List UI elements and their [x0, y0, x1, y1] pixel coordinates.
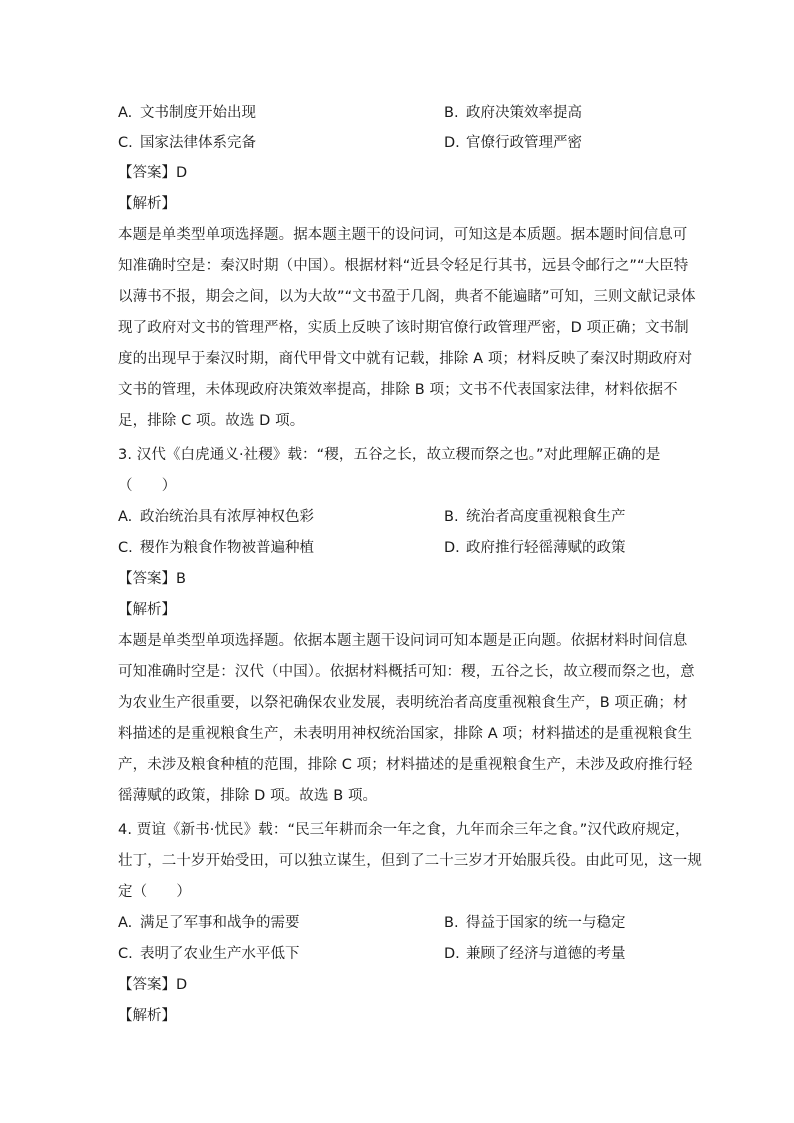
q2-analysis-line: 本题是单类型单项选择题。据本题主题干的设问词，可知这是本质题。据本题时间信息可	[118, 227, 688, 243]
option-text: 得益于国家的统一与稳定	[466, 915, 626, 931]
q4-stem-line: 定（ ）	[118, 884, 191, 900]
q4-stem-line: 4. 贾谊《新书·忧民》载：“民三年耕而余一年之食，九年而余三年之食。”汉代政府规定，	[118, 822, 690, 838]
option-letter: B.	[444, 105, 459, 121]
option-text: 政府决策效率提高	[466, 105, 582, 121]
option-letter: C.	[118, 540, 133, 556]
q3-analysis-line: 徭薄赋的政策，排除 D 项。故选 B 项。	[118, 788, 378, 804]
q3-option-d	[444, 538, 626, 558]
q3-analysis-line: 可知准确时空是：汉代（中国）。依据材料概括可知：稷，五谷之长，故立稷而祭之也，意	[118, 664, 695, 680]
option-text: 满足了军事和战争的需要	[140, 915, 300, 931]
q2-analysis-line: 现了政府对文书的管理严格，实质上反映了该时期官僚行政管理严密，D 项正确；文书制	[118, 320, 689, 336]
option-letter: B.	[444, 509, 459, 525]
option-text: 兼顾了经济与道德的考量	[466, 946, 626, 962]
option-letter: D.	[444, 946, 460, 962]
q3-option-b	[444, 507, 626, 527]
q3-analysis-line: 为农业生产很重要，以祭祀确保农业发展，表明统治者高度重视粮食生产，B 项正确；材	[118, 695, 688, 711]
option-text: 官僚行政管理严密	[466, 135, 582, 151]
q2-answer: 【答案】D	[118, 165, 188, 181]
q2-analysis-line: 度的出现早于秦汉时期，商代甲骨文中就有记载，排除 A 项；材料反映了秦汉时期政府对	[118, 351, 693, 367]
q2-option-b	[444, 103, 582, 123]
q4-option-b	[444, 913, 626, 933]
q3-analysis-line: 产，未涉及粮食种植的范围，排除 C 项；材料描述的是重视粮食生产，未涉及政府推行轻	[118, 757, 693, 773]
q3-stem-line: （ ）	[118, 478, 177, 494]
q2-analysis-label: 【解析】	[118, 196, 176, 212]
option-letter: C.	[118, 135, 133, 151]
option-letter: D.	[444, 135, 460, 151]
option-letter: B.	[444, 915, 459, 931]
q3-option-c	[118, 538, 314, 558]
q2-analysis-line: 以薄书不报，期会之间，以为大故”“文书盈于几阁，典者不能遍睹”可知，三则文献记录体	[118, 289, 696, 305]
q3-stem-line: 3. 汉代《白虎通义·社稷》载：“稷，五谷之长，故立稷而祭之也。”对此理解正确的是	[118, 447, 661, 463]
q2-analysis-line: 足，排除 C 项。故选 D 项。	[118, 413, 305, 429]
q3-analysis-line: 本题是单类型单项选择题。依据本题主题干设问词可知本题是正向题。依据材料时间信息	[118, 633, 688, 649]
option-text: 政治统治具有浓厚神权色彩	[140, 509, 314, 525]
option-letter: A.	[118, 509, 133, 525]
q3-option-a	[118, 507, 314, 527]
option-text: 稷作为粮食作物被普遍种植	[140, 540, 314, 556]
option-text: 表明了农业生产水平低下	[140, 946, 300, 962]
q4-option-d	[444, 944, 626, 964]
option-text: 统治者高度重视粮食生产	[466, 509, 626, 525]
q3-answer: 【答案】B	[118, 571, 186, 587]
option-text: 文书制度开始出现	[140, 105, 256, 121]
q4-analysis-label: 【解析】	[118, 1008, 176, 1024]
q3-analysis-line: 料描述的是重视粮食生产，未表明用神权统治国家，排除 A 项；材料描述的是重视粮食生	[118, 726, 693, 742]
q3-analysis-label: 【解析】	[118, 602, 176, 618]
q2-option-a	[118, 103, 256, 123]
q2-analysis-line: 知准确时空是：秦汉时期（中国）。根据材料“近县令轻足行其书，远县令邮行之”“大臣特	[118, 258, 689, 274]
q2-option-c	[118, 133, 256, 153]
q4-answer: 【答案】D	[118, 977, 188, 993]
option-text: 国家法律体系完备	[140, 135, 256, 151]
option-letter: D.	[444, 540, 460, 556]
option-letter: A.	[118, 915, 133, 931]
option-letter: A.	[118, 105, 133, 121]
q4-option-c	[118, 944, 300, 964]
option-text: 政府推行轻徭薄赋的政策	[466, 540, 626, 556]
q4-stem-line: 壮丁，二十岁开始受田，可以独立谋生，但到了二十三岁才开始服兵役。由此可见，这一规	[118, 853, 702, 869]
q2-option-d	[444, 133, 582, 153]
q2-analysis-line: 文书的管理，未体现政府决策效率提高，排除 B 项；文书不代表国家法律，材料依据不	[118, 382, 678, 398]
q4-option-a	[118, 913, 300, 933]
option-letter: C.	[118, 946, 133, 962]
